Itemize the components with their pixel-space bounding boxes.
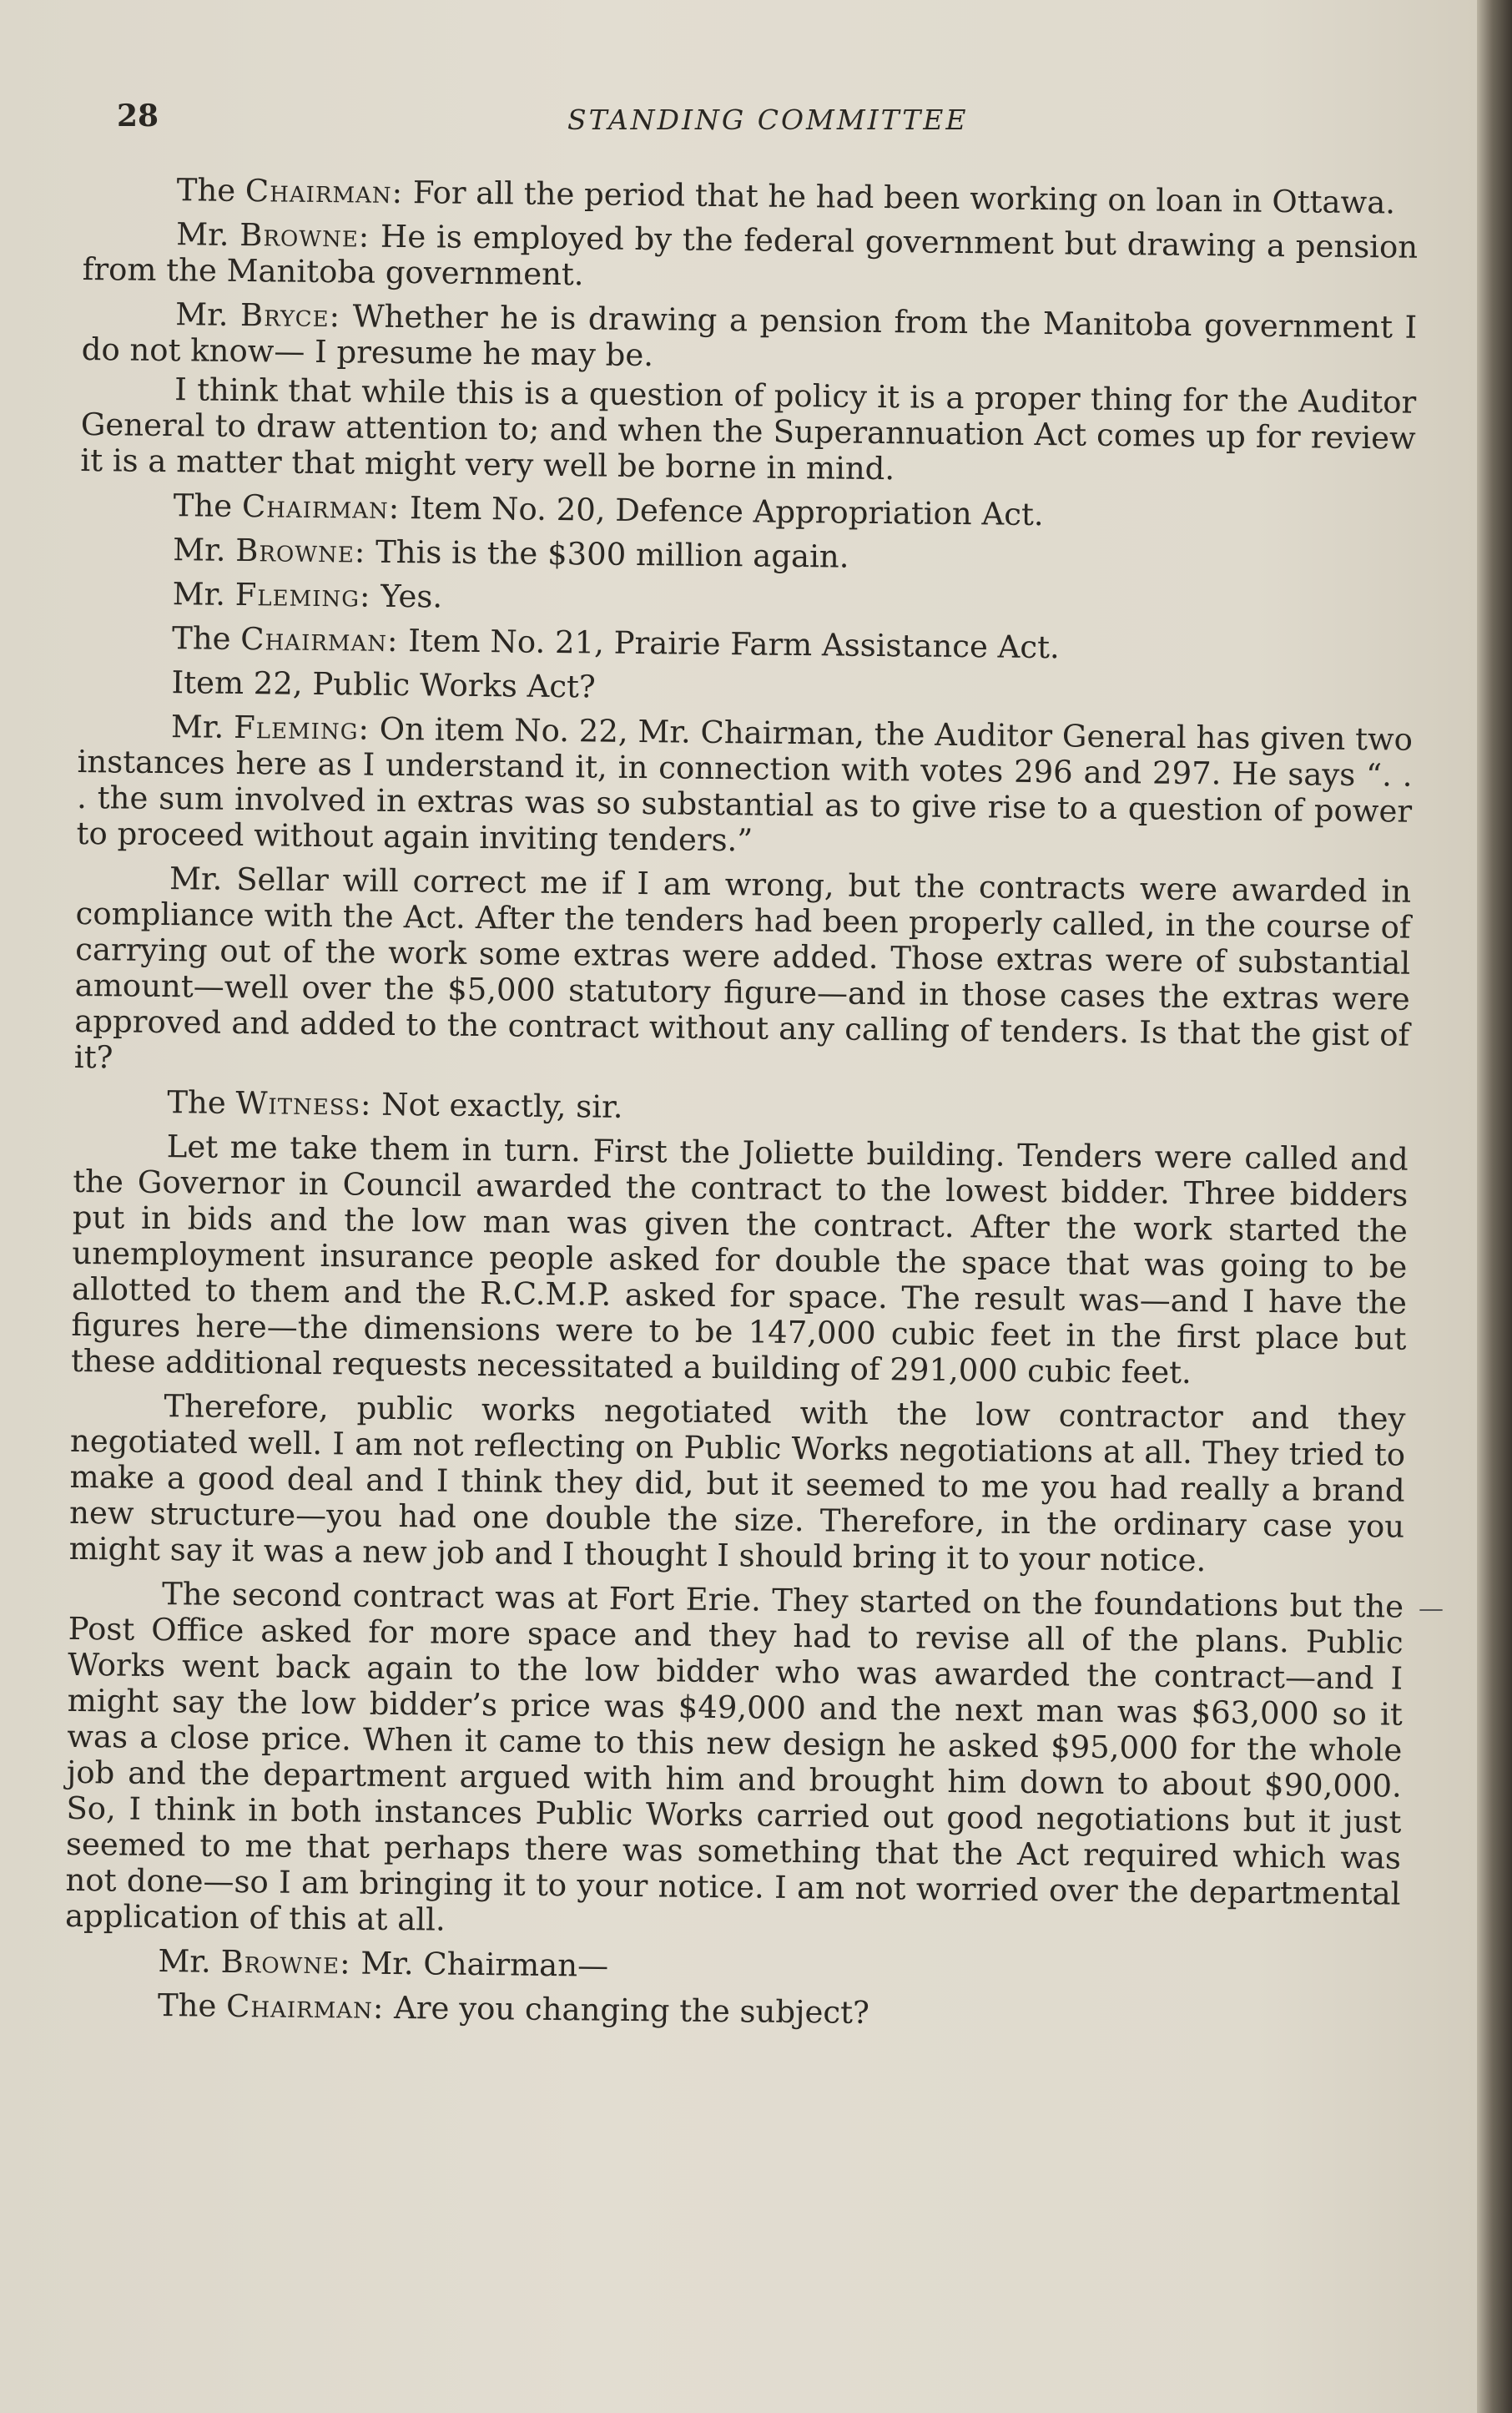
paragraph-text: Are you changing the subject? xyxy=(393,1990,870,2031)
paragraph xyxy=(79,531,1414,581)
page-number: 28 xyxy=(117,98,159,134)
speaker-name: Fleming: xyxy=(234,576,371,614)
paragraph xyxy=(64,1986,1399,2037)
paragraph-text: Mr. Chairman— xyxy=(360,1945,609,1984)
paragraph-text: Therefore, public works negotiated with the low contractor and they negotiated well. I am not reflecting on Public Works negotiations at all. They tried to make a good deal and I think they did, but it seemed to me you had really a brand new structure—you had one double the size. Therefore, in the ordinary case you might say it was a new job and I thought I should bring it to your notice. xyxy=(68,1388,1406,1579)
speaker-prefix: The xyxy=(157,1987,217,2024)
speaker-prefix: The xyxy=(176,172,236,209)
paragraph xyxy=(78,664,1413,714)
paragraph-text: Item No. 20, Defence Appropriation Act. xyxy=(409,490,1044,533)
speaker-prefix: Mr. xyxy=(158,1943,212,1980)
speaker-prefix: The xyxy=(167,1084,226,1121)
paragraph-text: For all the period that he had been working on loan in Ottawa. xyxy=(412,174,1396,221)
paragraph xyxy=(83,215,1419,301)
paragraph xyxy=(74,860,1412,1089)
running-head: STANDING COMMITTEE xyxy=(567,103,969,136)
speaker-name: Chairman: xyxy=(225,1987,385,2026)
paragraph xyxy=(78,575,1414,625)
speaker-prefix: The xyxy=(171,620,231,657)
speaker-prefix: Mr. xyxy=(170,709,224,745)
paragraph-text: The second contract was at Fort Erie. They started on the foundations but the Post Office asked for more space and they had to revise all of the plans. Public Works went back again to the low bidder who was awarded the contract—and I might say the low bidder’s price was $49,000 and the next man was $63,000 so it was a close price. When it came to this new design he asked $95,000 for the whole job and the department argued with him and brought him down to about $90,000. So, I think in both instances Public Works carried out good negotiations but it just seemed to me that perhaps there was something that the Act required which was not done—so I am bringing it to your notice. I am not worried over the departmental application of this at all. xyxy=(64,1576,1404,1938)
paragraph-text: On item No. 22, Mr. Chairman, the Auditor General has given two instances here as I understand it, in connection with votes 296 and 297. He says “. . . the sum involved in extras was so substantial as to give rise to a question of power to proceed without again inviting tenders.” xyxy=(76,710,1414,859)
paragraph-text: This is the $300 million again. xyxy=(375,533,849,575)
book-gutter xyxy=(1477,0,1512,2413)
paragraph xyxy=(80,487,1415,537)
speaker-name: Witness: xyxy=(235,1084,372,1123)
body-text xyxy=(64,171,1419,2045)
speaker-name: Browne: xyxy=(239,216,370,255)
paragraph-text: Yes. xyxy=(381,578,443,615)
paragraph-text: Let me take them in turn. First the Joliette building. Tenders were called and the Governor in Council awarded the contract to the lowest bidder. Three bidders put in bids and the low man was given the contract. After the work started the unemployment insurance people asked for double the space that was going to be allotted to them and the R.C.M.P. asked for space. The result was—and I have the figures here—the dimensions were to be 147,000 cubic feet in the first place but these additional requests necessitated a building of 291,000 cubic feet. xyxy=(70,1128,1409,1391)
paragraph xyxy=(64,1942,1399,1992)
paragraph xyxy=(68,1387,1405,1581)
paragraph xyxy=(80,371,1416,492)
paragraph xyxy=(73,1083,1409,1133)
paragraph xyxy=(71,1128,1409,1393)
speaker-name: Chairman: xyxy=(241,488,401,526)
speaker-prefix: The xyxy=(173,487,233,524)
paragraph-text: He is employed by the federal government but drawing a pension from the Manitoba government. xyxy=(82,218,1419,293)
speaker-prefix: Mr. xyxy=(174,296,229,333)
speaker-prefix: Mr. xyxy=(172,576,226,613)
paragraph-text: I think that while this is a question of policy it is a proper thing for the Auditor General to draw attention to; and when the Superannuation Act comes up for review it is a matter that might very well be borne in mind. xyxy=(80,371,1417,487)
speaker-name: Chairman: xyxy=(244,173,404,211)
speaker-prefix: Mr. xyxy=(175,216,229,253)
speaker-name: Bryce: xyxy=(239,296,341,335)
paragraph xyxy=(82,295,1418,381)
speaker-name: Fleming: xyxy=(233,709,370,747)
paragraph-text: Mr. Sellar will correct me if I am wrong, but the contracts were awarded in compliance with the Act. After the tenders had been properly called, in the course of carrying out of the work some extras were added. Those extras were of substantial amount—well over the $5,000 statutory figure—and in those cases the extras were approved and added to the contract without any calling of tenders. Is that the gist of it? xyxy=(73,861,1412,1076)
paragraph-text: Item 22, Public Works Act? xyxy=(171,664,596,705)
page-header xyxy=(117,98,1419,149)
speaker-prefix: Mr. xyxy=(173,532,226,568)
paragraph-text: Whether he is drawing a pension from the Manitoba government I do not know— I presume he may be. xyxy=(81,298,1418,374)
speaker-name: Browne: xyxy=(220,1943,351,1981)
speaker-name: Chairman: xyxy=(240,621,399,659)
margin-mark: — xyxy=(1419,1594,1444,1623)
paragraph-text: Item No. 21, Prairie Farm Assistance Act. xyxy=(408,623,1060,666)
paragraph xyxy=(78,619,1414,669)
paragraph xyxy=(65,1575,1404,1948)
paragraph xyxy=(76,708,1413,866)
paragraph-text: Not exactly, sir. xyxy=(381,1086,623,1125)
speaker-name: Browne: xyxy=(235,532,366,570)
